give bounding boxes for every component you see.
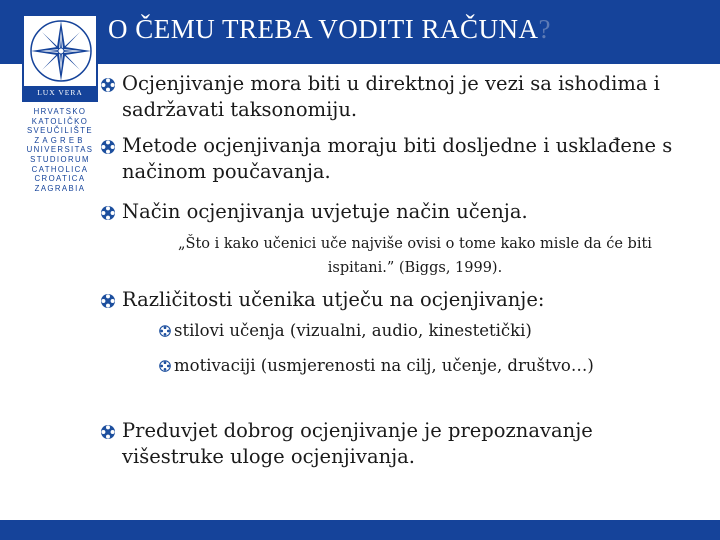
bullet-text: Način ocjenjivanja uvjetuje način učenja. bbox=[122, 200, 528, 223]
university-logo bbox=[22, 14, 98, 102]
title-question-mark: ? bbox=[538, 14, 552, 44]
crest-line: UNIVERSITAS bbox=[26, 145, 94, 155]
crest-line: HRVATSKO bbox=[33, 107, 87, 116]
crest-line: ZAGREB bbox=[34, 135, 86, 145]
gear-flower-bullet-icon bbox=[159, 325, 171, 337]
bullet-text: Ocjenjivanje mora biti u direktnoj je vezi sa ishodima i bbox=[122, 72, 660, 95]
slide-title: O ČEMU TREBA VODITI RAČUNA? bbox=[108, 14, 552, 44]
gear-flower-bullet-icon bbox=[159, 360, 171, 372]
gear-flower-bullet-icon bbox=[100, 139, 116, 155]
footer-bar bbox=[0, 520, 720, 540]
quote-line: ispitani.” (Biggs, 1999). bbox=[327, 260, 503, 276]
crest-line: KATOLIČKO bbox=[31, 116, 89, 126]
bullet-text: načinom poučavanja. bbox=[122, 160, 331, 183]
bullet-text: Metode ocjenjivanja moraju biti dosljedne i usklađene s bbox=[122, 134, 673, 157]
bullet-text: Preduvjet dobrog ocjenjivanje je prepoznavanje bbox=[122, 419, 593, 442]
bullet-text: višestruke uloge ocjenjivanja. bbox=[122, 445, 415, 468]
bullet-item bbox=[122, 199, 528, 225]
bullet-item bbox=[122, 133, 672, 185]
citation-quote bbox=[130, 232, 700, 280]
star-cross-emblem-icon bbox=[28, 18, 94, 84]
crest-line: STUDIORUM bbox=[30, 154, 90, 164]
logo-motto: LUX VERA bbox=[24, 86, 96, 100]
quote-line: „Što i kako učenici uče najviše ovisi o tome kako misle da će biti bbox=[178, 236, 652, 252]
crest-line: CROATICA bbox=[34, 174, 86, 184]
crest-line: CATHOLICA bbox=[31, 164, 89, 174]
sub-bullet-item bbox=[174, 355, 594, 377]
gear-flower-bullet-icon bbox=[100, 424, 116, 440]
bullet-item bbox=[122, 418, 593, 470]
university-name bbox=[22, 107, 98, 193]
gear-flower-bullet-icon bbox=[100, 293, 116, 309]
gear-flower-bullet-icon bbox=[100, 77, 116, 93]
bullet-item bbox=[122, 287, 544, 313]
gear-flower-bullet-icon bbox=[100, 205, 116, 221]
bullet-text: Različitosti učenika utječu na ocjenjivanje: bbox=[122, 288, 545, 311]
crest-line: SVEUČILIŠTE bbox=[26, 126, 94, 136]
sub-bullet-text: stilovi učenja (vizualni, audio, kinestetički) bbox=[174, 321, 532, 340]
sub-bullet-text: motivaciji (usmjerenosti na cilj, učenje, društvo…) bbox=[174, 356, 594, 375]
bullet-item bbox=[122, 71, 660, 123]
crest-line: ZAGRABIA bbox=[34, 183, 86, 193]
sub-bullet-item bbox=[174, 320, 532, 342]
bullet-text: sadržavati taksonomiju. bbox=[122, 98, 358, 121]
